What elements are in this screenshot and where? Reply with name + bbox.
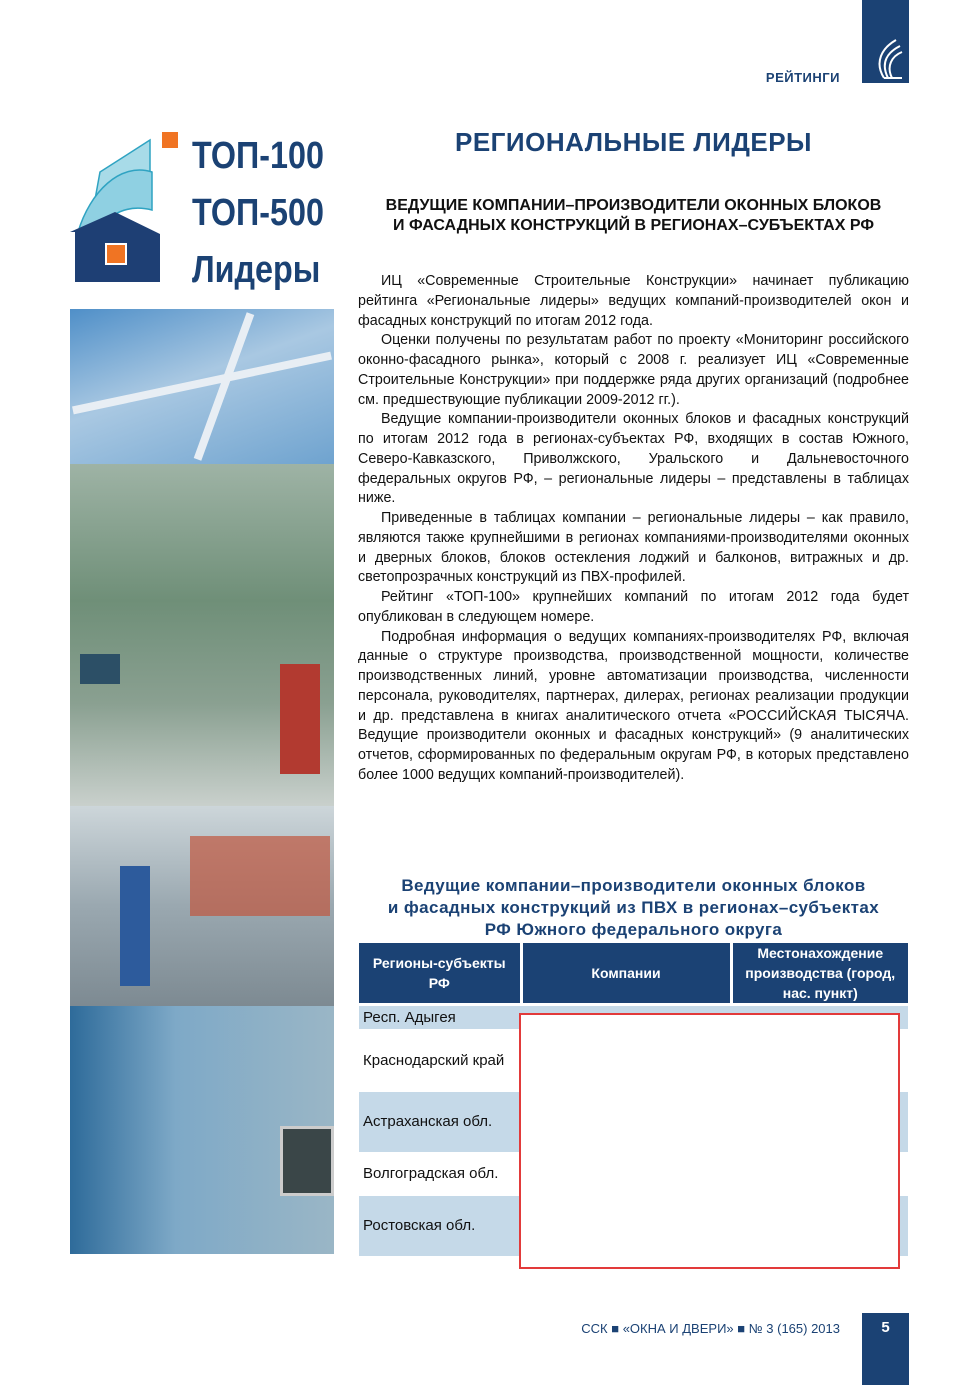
paragraph: Рейтинг «ТОП-100» крупнейших компаний по итогам 2012 года будет опубликован в следующем номере. [358,589,909,625]
logo-line: Лидеры [192,249,321,291]
region-cell: Волгоградская обл. [363,1165,499,1182]
paragraph: Оценки получены по результатам работ по проекту «Мониторинг российского оконно-фасадного рынка», который с 2008 г. реализует ИЦ «Современные Строительные Конструкции» при поддержке ряда других организаций (подробнее см. предшествующие публикации 2009-2012 гг.). [358,332,909,408]
region-cell: Респ. Адыгея [359,1005,521,1029]
table-title [358,875,909,941]
footer-text: ССК ■ «ОКНА И ДВЕРИ» ■ № 3 (165) 2013 [581,1321,840,1336]
window-photo [70,309,334,464]
page-number: 5 [862,1313,909,1385]
table-title-line: РФ Южного федерального округа [484,920,783,939]
factory-line-photo [70,464,334,806]
logo-text [192,128,324,299]
magazine-logo-icon [862,0,909,83]
paragraph: Ведущие компании-производители оконных блоков и фасадных конструкций по итогам 2012 года в регионах-субъектах РФ, входящих в состав Южного, Северо-Кавказского, Приволжского, Уральского и Дальневосточного федеральных округов РФ, – региональные лидеры – представлены в таблицах ниже. [358,411,909,507]
subtitle-line: ВЕДУЩИЕ КОМПАНИИ–ПРОИЗВОДИТЕЛИ ОКОННЫХ БЛОКОВ [385,197,882,214]
col-header-companies: Компании [521,943,731,1005]
paragraph: Подробная информация о ведущих компаниях-производителях РФ, включая данные о структуре производства, производственной мощности, количестве производственных линий, уровне автоматизации производства, численности персонала, руководителях, партнерах, дилерах, регионах реализации продукции и др. представлена в книгах аналитического отчета «РОССИЙСКАЯ ТЫСЯЧА. Ведущие производители оконных и фасадных конструкций» (9 аналитических отчетов, сформированных по федеральным округам РФ, в которых представлено более 1000 ведущих компаний-производителей). [358,628,909,783]
article-subtitle [358,196,909,236]
header-tab [862,0,909,83]
logo-line: ТОП-500 [192,192,324,234]
testing-machine-photo [70,1006,334,1254]
table-title-line: Ведущие компании–производители оконных блоков [401,876,866,895]
logo-line: ТОП-100 [192,135,324,177]
col-header-location: Местонахождение производства (город, нас. пункт) [731,943,908,1005]
paragraph: Приведенные в таблицах компании – региональные лидеры – как правило, являются также крупнейшими в регионах компаниями-производителями оконных и дверных блоков, блоков остекления лоджий и балконов, витражных и др. светопрозрачных конструкций из ПВХ-профилей. [358,510,909,586]
region-cell: Астраханская обл. [359,1092,521,1152]
paragraph: ИЦ «Современные Строительные Конструкции» начинает публикацию рейтинга «Региональные лидеры» ведущих компаний-производителей окон и фасадных конструкций по итогам 2012 года. [358,273,909,329]
factory-worker-photo [70,806,334,1006]
col-header-region: Регионы-субъекты РФ [359,943,521,1005]
section-label: РЕЙТИНГИ [765,70,840,85]
subtitle-line: И ФАСАДНЫХ КОНСТРУКЦИЙ В РЕГИОНАХ–СУБЪЕКТАХ РФ [393,217,874,234]
photo-column [70,309,334,1254]
region-cell: Ростовская обл. [359,1196,521,1256]
article-body [358,272,909,786]
top-100-logo-icon [70,132,180,282]
article-title: РЕГИОНАЛЬНЫЕ ЛИДЕРЫ [454,127,813,157]
region-cell: Краснодарский край [363,1051,505,1069]
table-title-line: и фасадных конструкций из ПВХ в регионах–субъектах [387,898,880,917]
redaction-box [519,1013,900,1269]
